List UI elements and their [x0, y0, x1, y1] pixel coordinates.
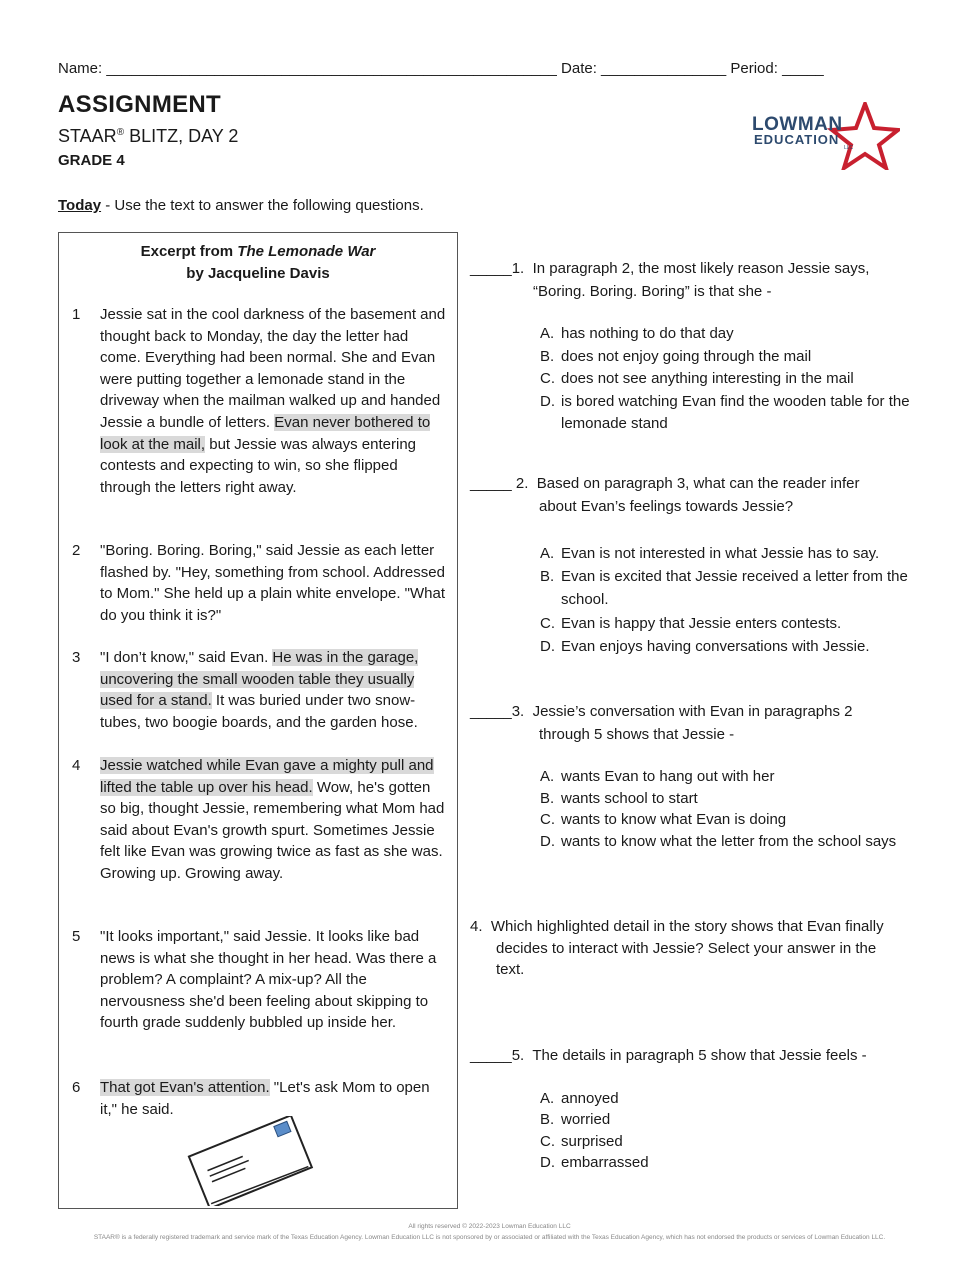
option-text: does not see anything interesting in the mail — [561, 370, 854, 387]
paragraph-text — [100, 540, 446, 626]
stem-line: about Evan’s feelings towards Jessie? — [539, 497, 794, 515]
option-a[interactable] — [540, 1088, 920, 1109]
answer-blank[interactable]: _____ 2. — [470, 475, 529, 492]
option-text: does not enjoy going through the mail — [561, 347, 812, 365]
passage-byline: by Jacqueline Davis — [186, 265, 330, 282]
question-number: 4. — [470, 918, 483, 935]
option-b[interactable] — [540, 788, 920, 810]
instructions-text: - Use the text to answer the following questions. — [101, 197, 424, 214]
question-4 — [470, 916, 920, 981]
instructions-label: Today — [58, 197, 102, 214]
answer-blank[interactable]: _____3. — [470, 703, 525, 720]
question-5-stem — [470, 1045, 920, 1068]
name-label: Name: — [58, 60, 103, 77]
option-text: Evan enjoys having conversations with Jessie. — [561, 637, 870, 655]
option-letter: B. — [540, 1111, 555, 1129]
question-1-options — [540, 323, 920, 436]
date-label: Date: — [561, 60, 597, 77]
text-segment: It was buried under two snow-tubes, two boogie boards, and the garden hose. — [100, 692, 418, 731]
paragraph-number: 6 — [72, 1079, 81, 1096]
highlighted-detail[interactable]: He was in the garage, uncovering the small wooden table they usually used for a stand. — [100, 649, 419, 710]
option-text: Evan is not interested in what Jessie has to say. — [561, 545, 880, 562]
highlighted-detail[interactable]: Evan never bothered to look at the mail, — [100, 413, 431, 453]
lowman-education-logo — [748, 102, 900, 172]
option-text: worried — [561, 1111, 611, 1129]
paragraph-text — [100, 926, 446, 1034]
registered-mark: ® — [116, 127, 125, 138]
answer-blank[interactable]: _____5. — [470, 1047, 525, 1064]
subtitle-rest: BLITZ, DAY 2 — [124, 126, 239, 146]
passage-title-prefix: Excerpt from — [140, 243, 238, 260]
question-3-stem — [470, 701, 920, 724]
logo-text-lowman: LOWMAN — [752, 114, 843, 135]
option-a[interactable] — [540, 766, 920, 788]
option-letter: C. — [540, 811, 555, 829]
text-segment: "Let's ask Mom to open it," he said. — [100, 1079, 430, 1118]
text-segment: "I don’t know," said Evan. — [100, 649, 273, 666]
page-subtitle — [58, 126, 238, 147]
option-letter: D. — [540, 832, 555, 850]
logo-text-education: EDUCATION — [754, 132, 840, 147]
option-c[interactable] — [540, 368, 920, 391]
option-letter: B. — [540, 347, 555, 365]
option-letter: C. — [540, 1132, 555, 1150]
stem-line: Which highlighted detail in the story shows that Evan finally — [490, 918, 884, 935]
option-letter: D. — [540, 392, 555, 410]
option-a[interactable] — [540, 323, 920, 346]
option-d[interactable] — [540, 391, 920, 436]
option-letter: A. — [540, 325, 555, 342]
option-c[interactable] — [540, 809, 920, 831]
question-3 — [470, 701, 920, 746]
option-b[interactable] — [540, 1109, 920, 1130]
question-4-stem — [470, 916, 920, 938]
option-letter: C. — [540, 614, 555, 632]
option-letter: D. — [540, 637, 555, 655]
option-letter: B. — [540, 789, 555, 807]
question-2 — [470, 473, 920, 518]
option-letter: C. — [540, 370, 555, 387]
question-1-stem — [470, 258, 920, 281]
question-3-options — [540, 766, 920, 852]
option-a[interactable] — [540, 542, 920, 565]
passage-box — [58, 232, 458, 1209]
question-5-options — [540, 1088, 920, 1174]
text-segment: "Boring. Boring. Boring," said Jessie as each letter flashed by. "Hey, something from school. Addressed to Mom." She held up a plain white envelope. "What do you think it is?" — [100, 542, 446, 624]
option-b[interactable] — [540, 346, 920, 369]
question-2-options — [540, 542, 920, 658]
logo-text-llc: LLC — [844, 145, 854, 151]
student-info-line — [58, 60, 900, 77]
text-segment: but Jessie was always entering contests and expecting to win, so she flipped through the letters right away. — [100, 435, 416, 496]
option-letter: A. — [540, 1090, 555, 1107]
period-label: Period: — [730, 60, 778, 77]
page-title: ASSIGNMENT — [58, 91, 222, 118]
stem-line: In paragraph 2, the most likely reason Jessie says, — [532, 260, 870, 277]
text-segment: Jessie sat in the cool darkness of the basement and thought back to Monday, the day the letter had come. Everything had been normal. She and Evan were putting together a lemonade stand in the driveway when the mailman walked up and handed Jessie a bundle of letters. — [100, 306, 446, 431]
option-letter: A. — [540, 545, 555, 562]
paragraph-text — [100, 647, 446, 733]
text-segment: "It looks important," said Jessie. It looks like bad news is what she thought in her head. Was there a problem? A complaint? A mix-up? All the nervousness she'd been feeling about skipping to fourth grade suddenly bubbled up inside her. — [100, 928, 437, 1032]
stem-line: The details in paragraph 5 show that Jessie feels - — [532, 1047, 867, 1064]
option-text: annoyed — [561, 1090, 619, 1107]
trademark-disclaimer: STAAR® is a federally registered trademark and service mark of the Texas Education Agency. Lowman Education LLC is not sponsored by or associated or affiliated with the Texas Education Agency, which has not endorsed the products or services of Lowman Education LLC. — [93, 1234, 886, 1241]
paragraph-number: 2 — [72, 542, 81, 559]
option-letter: A. — [540, 768, 555, 785]
paragraph-number: 3 — [72, 649, 81, 666]
answer-blank[interactable]: _____1. — [470, 260, 525, 277]
option-letter: B. — [540, 568, 555, 586]
option-text: is bored watching Evan find the wooden table for the lemonade stand — [561, 392, 910, 432]
stem-line: “Boring. Boring. Boring” is that she - — [533, 282, 772, 300]
paragraph-text — [100, 755, 446, 885]
option-text: has nothing to do that day — [561, 325, 734, 342]
grade-label: GRADE 4 — [58, 152, 125, 169]
stem-line: Jessie’s conversation with Evan in paragraphs 2 — [532, 703, 853, 720]
option-d[interactable] — [540, 831, 920, 853]
envelope-illustration — [185, 1116, 315, 1206]
option-text: wants school to start — [561, 789, 698, 807]
passage-title — [59, 241, 457, 285]
paragraph-number: 1 — [72, 306, 81, 323]
stem-line: text. — [496, 961, 525, 979]
paragraph-number: 4 — [72, 757, 81, 774]
highlighted-detail[interactable]: That got Evan's attention. — [100, 1079, 270, 1096]
subtitle-staar: STAAR — [58, 126, 117, 146]
question-2-stem — [470, 473, 920, 496]
option-b[interactable] — [540, 565, 920, 611]
date-field[interactable]: _______________ — [601, 60, 727, 77]
period-field[interactable]: _____ — [782, 60, 824, 77]
instructions — [58, 197, 424, 214]
paragraph-text — [100, 1077, 446, 1120]
option-c[interactable] — [540, 612, 920, 635]
option-text: wants to know what the letter from the school says — [561, 832, 897, 850]
option-d[interactable] — [540, 1152, 920, 1173]
option-d[interactable] — [540, 635, 920, 658]
stem-line: through 5 shows that Jessie - — [539, 725, 735, 743]
option-text: surprised — [561, 1132, 623, 1150]
copyright-notice: All rights reserved © 2022-2023 Lowman Education LLC — [408, 1223, 571, 1230]
stem-line: decides to interact with Jessie? Select your answer in the — [496, 939, 877, 957]
highlighted-detail[interactable]: Jessie watched while Evan gave a mighty pull and lifted the table up over his head. — [100, 757, 434, 796]
question-1 — [470, 258, 920, 303]
stem-line: Based on paragraph 3, what can the reader infer — [536, 475, 860, 492]
paragraph-number: 5 — [72, 928, 81, 945]
passage-book-title: The Lemonade War — [237, 243, 376, 260]
text-segment: Wow, he's gotten so big, thought Jessie, remembering what Mom had said about Evan's growth spurt. Sometimes Jessie felt like Evan was growing twice as fast as she was. Growing up. Growing away. — [100, 778, 445, 882]
question-5 — [470, 1045, 920, 1068]
option-c[interactable] — [540, 1131, 920, 1152]
option-letter: D. — [540, 1154, 555, 1172]
name-field[interactable]: ______________________________________________________ — [106, 60, 557, 77]
option-text: Evan is happy that Jessie enters contests. — [561, 614, 842, 632]
option-text: wants Evan to hang out with her — [561, 768, 775, 785]
paragraph-text — [100, 304, 446, 498]
option-text: wants to know what Evan is doing — [561, 811, 787, 829]
option-text: Evan is excited that Jessie received a letter from the school. — [561, 568, 908, 609]
option-text: embarrassed — [561, 1154, 649, 1172]
